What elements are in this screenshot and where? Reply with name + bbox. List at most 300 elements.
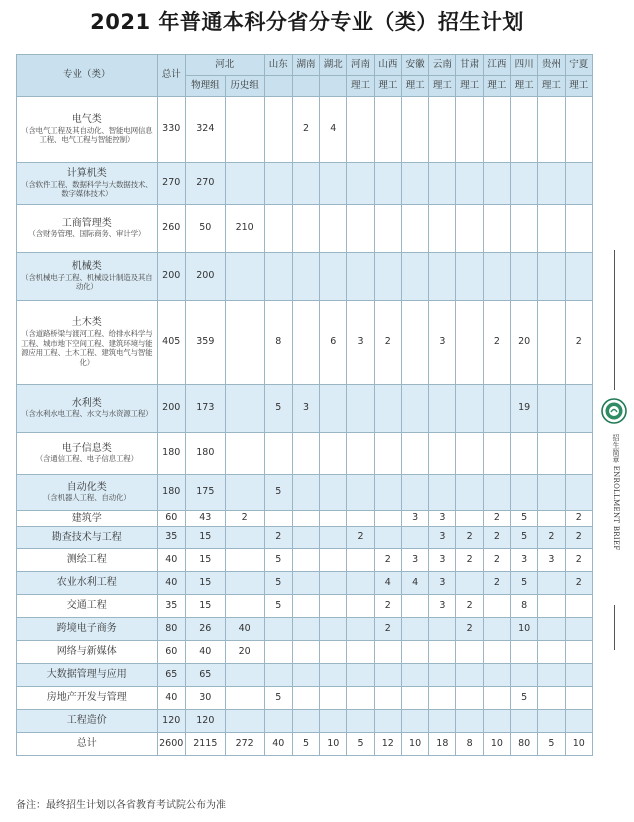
quota-cell	[456, 511, 483, 527]
quota-cell	[538, 511, 565, 527]
quota-cell	[347, 163, 374, 205]
quota-cell	[429, 253, 456, 301]
table-row	[17, 687, 593, 710]
quota-cell	[483, 641, 510, 664]
header-province: 河北	[185, 55, 264, 76]
major-cell	[17, 710, 158, 733]
quota-cell: 8	[511, 595, 538, 618]
quota-cell	[320, 433, 347, 475]
major-cell	[17, 433, 158, 475]
quota-cell	[347, 475, 374, 511]
quota-cell: 4	[374, 572, 401, 595]
quota-cell	[538, 710, 565, 733]
quota-cell	[225, 595, 264, 618]
quota-cell: 175	[185, 475, 225, 511]
quota-cell: 8	[264, 301, 292, 385]
quota-cell: 3	[347, 301, 374, 385]
quota-cell: 5	[538, 733, 565, 756]
quota-cell	[374, 511, 401, 527]
quota-cell	[374, 97, 401, 163]
header-subject: 理工	[565, 76, 592, 97]
quota-cell: 2	[456, 527, 483, 549]
major-name: 房地产开发与管理	[46, 692, 127, 704]
quota-cell: 2	[483, 301, 510, 385]
quota-cell	[225, 664, 264, 687]
quota-cell	[292, 618, 319, 641]
quota-cell: 2	[565, 549, 592, 572]
quota-cell	[401, 301, 428, 385]
major-note: （含电气工程及其自动化、智能电网信息工程、电气工程与智能控制）	[21, 125, 153, 145]
quota-cell	[538, 595, 565, 618]
quota-cell: 15	[185, 595, 225, 618]
quota-cell	[538, 97, 565, 163]
quota-cell	[374, 664, 401, 687]
quota-cell: 5	[292, 733, 319, 756]
quota-cell: 80	[157, 618, 185, 641]
quota-cell	[511, 97, 538, 163]
quota-cell: 2	[483, 511, 510, 527]
quota-cell: 4	[401, 572, 428, 595]
quota-cell	[225, 163, 264, 205]
quota-cell: 405	[157, 301, 185, 385]
quota-cell	[429, 163, 456, 205]
header-subject: 理工	[511, 76, 538, 97]
quota-cell: 2	[374, 549, 401, 572]
quota-cell	[320, 572, 347, 595]
quota-cell: 65	[185, 664, 225, 687]
quota-cell: 40	[225, 618, 264, 641]
header-total: 总计	[157, 55, 185, 97]
header-subject: 理工	[374, 76, 401, 97]
quota-cell: 2	[565, 511, 592, 527]
quota-cell	[511, 710, 538, 733]
quota-cell	[565, 163, 592, 205]
major-cell	[17, 301, 158, 385]
quota-cell	[347, 433, 374, 475]
quota-cell	[320, 641, 347, 664]
table-row	[17, 253, 593, 301]
quota-cell	[374, 385, 401, 433]
enrollment-table	[16, 54, 593, 756]
quota-cell	[483, 433, 510, 475]
quota-cell	[320, 163, 347, 205]
quota-cell	[225, 475, 264, 511]
quota-cell: 40	[185, 641, 225, 664]
quota-cell	[264, 618, 292, 641]
quota-cell	[320, 618, 347, 641]
major-name: 工商管理类	[61, 217, 112, 229]
quota-cell	[483, 664, 510, 687]
quota-cell: 3	[429, 301, 456, 385]
quota-cell: 2	[374, 595, 401, 618]
quota-cell	[456, 385, 483, 433]
quota-cell: 3	[511, 549, 538, 572]
header-subject: 理工	[483, 76, 510, 97]
quota-cell: 2	[565, 572, 592, 595]
major-note: （含软件工程、数据科学与大数据技术、数字媒体技术）	[21, 179, 153, 199]
quota-cell	[456, 475, 483, 511]
quota-cell: 120	[157, 710, 185, 733]
quota-cell: 10	[401, 733, 428, 756]
quota-cell	[320, 205, 347, 253]
major-name: 土木类	[71, 317, 102, 329]
quota-cell: 35	[157, 527, 185, 549]
quota-cell	[292, 710, 319, 733]
major-name: 电子信息类	[61, 442, 112, 454]
quota-cell	[264, 433, 292, 475]
quota-cell	[483, 253, 510, 301]
major-cell	[17, 97, 158, 163]
major-cell	[17, 641, 158, 664]
header-subject	[264, 76, 292, 97]
quota-cell	[292, 511, 319, 527]
header-province: 山东	[264, 55, 292, 76]
quota-cell	[347, 641, 374, 664]
quota-cell	[538, 687, 565, 710]
quota-cell: 4	[320, 97, 347, 163]
quota-cell	[264, 253, 292, 301]
quota-cell: 3	[292, 385, 319, 433]
quota-cell: 260	[157, 205, 185, 253]
header-province: 湖南	[292, 55, 319, 76]
quota-cell	[347, 253, 374, 301]
quota-cell: 30	[185, 687, 225, 710]
major-name: 网络与新媒体	[56, 646, 117, 658]
quota-cell	[347, 687, 374, 710]
quota-cell	[401, 205, 428, 253]
quota-cell: 50	[185, 205, 225, 253]
quota-cell	[292, 205, 319, 253]
quota-cell: 2	[565, 527, 592, 549]
table-row	[17, 385, 593, 433]
quota-cell	[225, 549, 264, 572]
quota-cell	[565, 664, 592, 687]
header-province: 湖北	[320, 55, 347, 76]
major-cell	[17, 618, 158, 641]
quota-cell: 80	[511, 733, 538, 756]
quota-cell: 19	[511, 385, 538, 433]
table-row	[17, 618, 593, 641]
header-province: 山西	[374, 55, 401, 76]
quota-cell	[292, 572, 319, 595]
table-row	[17, 97, 593, 163]
quota-cell: 5	[264, 595, 292, 618]
quota-cell: 6	[320, 301, 347, 385]
quota-cell	[374, 687, 401, 710]
quota-cell: 15	[185, 549, 225, 572]
quota-cell	[320, 511, 347, 527]
table-row	[17, 572, 593, 595]
quota-cell: 8	[456, 733, 483, 756]
major-cell	[17, 572, 158, 595]
major-name: 交通工程	[66, 600, 107, 612]
quota-cell	[538, 433, 565, 475]
header-subgroup: 历史组	[225, 76, 264, 97]
quota-cell: 5	[264, 475, 292, 511]
quota-cell: 10	[320, 733, 347, 756]
quota-cell	[225, 687, 264, 710]
quota-cell	[374, 205, 401, 253]
major-name: 工程造价	[66, 715, 107, 727]
quota-cell: 43	[185, 511, 225, 527]
quota-cell	[292, 595, 319, 618]
quota-cell: 2	[456, 595, 483, 618]
quota-cell	[401, 618, 428, 641]
table-row	[17, 664, 593, 687]
quota-cell	[347, 549, 374, 572]
header-subject: 理工	[347, 76, 374, 97]
quota-cell	[565, 475, 592, 511]
quota-cell: 2	[264, 527, 292, 549]
quota-cell: 5	[264, 687, 292, 710]
quota-cell	[401, 475, 428, 511]
quota-cell: 3	[429, 572, 456, 595]
quota-cell: 10	[483, 733, 510, 756]
quota-cell	[401, 97, 428, 163]
quota-cell	[225, 97, 264, 163]
quota-cell	[429, 433, 456, 475]
table-row	[17, 733, 593, 756]
quota-cell	[320, 664, 347, 687]
sidebar-divider	[614, 250, 615, 390]
quota-cell: 2	[538, 527, 565, 549]
quota-cell	[401, 710, 428, 733]
quota-cell	[565, 595, 592, 618]
quota-cell	[374, 253, 401, 301]
quota-cell	[225, 253, 264, 301]
quota-cell	[429, 475, 456, 511]
quota-cell	[347, 710, 374, 733]
quota-cell: 2	[456, 549, 483, 572]
quota-cell: 5	[264, 549, 292, 572]
quota-cell	[456, 205, 483, 253]
quota-cell	[456, 433, 483, 475]
quota-cell	[565, 710, 592, 733]
major-note: （含道路桥梁与渡河工程、给排水科学与工程、城市地下空间工程、建筑环境与能源应用工程、土木工程、建筑电气与智能化）	[21, 328, 153, 367]
quota-cell: 3	[429, 511, 456, 527]
major-name: 机械类	[71, 261, 102, 272]
table-row	[17, 301, 593, 385]
quota-cell	[538, 385, 565, 433]
header-province: 安徽	[401, 55, 428, 76]
major-cell	[17, 163, 158, 205]
header-subject: 理工	[456, 76, 483, 97]
major-name: 总计	[76, 738, 97, 750]
quota-cell: 15	[185, 572, 225, 595]
header-province: 甘肃	[456, 55, 483, 76]
quota-cell	[264, 511, 292, 527]
quota-cell: 200	[157, 253, 185, 301]
quota-cell: 2	[565, 301, 592, 385]
quota-cell: 5	[511, 511, 538, 527]
quota-cell	[401, 163, 428, 205]
table-row	[17, 511, 593, 527]
major-name: 大数据管理与应用	[46, 669, 127, 681]
table-row	[17, 163, 593, 205]
quota-cell	[565, 433, 592, 475]
header-province: 河南	[347, 55, 374, 76]
quota-cell	[225, 710, 264, 733]
quota-cell	[292, 687, 319, 710]
quota-cell	[483, 618, 510, 641]
table-row	[17, 527, 593, 549]
quota-cell: 200	[185, 253, 225, 301]
quota-cell: 5	[511, 687, 538, 710]
major-note: （含通信工程、电子信息工程）	[35, 454, 138, 464]
quota-cell	[292, 301, 319, 385]
quota-cell	[320, 527, 347, 549]
table-row	[17, 475, 593, 511]
quota-cell: 270	[185, 163, 225, 205]
major-name: 自动化类	[66, 481, 107, 493]
major-name: 勘查技术与工程	[51, 531, 122, 543]
quota-cell: 26	[185, 618, 225, 641]
quota-cell	[320, 253, 347, 301]
quota-cell: 200	[157, 385, 185, 433]
quota-cell	[225, 527, 264, 549]
quota-cell: 5	[511, 572, 538, 595]
major-name: 水利类	[71, 397, 102, 409]
quota-cell	[483, 385, 510, 433]
quota-cell	[456, 301, 483, 385]
quota-cell	[347, 205, 374, 253]
quota-cell: 2600	[157, 733, 185, 756]
quota-cell	[264, 664, 292, 687]
quota-cell	[374, 710, 401, 733]
quota-cell	[292, 664, 319, 687]
quota-cell	[565, 687, 592, 710]
quota-cell	[264, 710, 292, 733]
quota-cell	[538, 572, 565, 595]
quota-cell	[511, 253, 538, 301]
quota-cell: 12	[374, 733, 401, 756]
major-cell	[17, 527, 158, 549]
header-subject	[320, 76, 347, 97]
major-note: （含财务管理、国际商务、审计学）	[28, 229, 146, 239]
quota-cell	[292, 641, 319, 664]
quota-cell	[565, 618, 592, 641]
quota-cell	[456, 710, 483, 733]
header-subject: 理工	[538, 76, 565, 97]
quota-cell	[538, 301, 565, 385]
quota-cell: 2	[456, 618, 483, 641]
page-title: 2021 年普通本科分省分专业（类）招生计划	[90, 10, 524, 34]
quota-cell	[320, 710, 347, 733]
quota-cell	[483, 475, 510, 511]
quota-cell: 60	[157, 511, 185, 527]
quota-cell: 40	[157, 549, 185, 572]
header-province: 四川	[511, 55, 538, 76]
quota-cell: 40	[157, 572, 185, 595]
quota-cell: 10	[511, 618, 538, 641]
quota-cell	[264, 205, 292, 253]
header-subject	[292, 76, 319, 97]
quota-cell: 270	[157, 163, 185, 205]
quota-cell	[401, 385, 428, 433]
table-row	[17, 205, 593, 253]
quota-cell: 2	[483, 527, 510, 549]
quota-cell: 330	[157, 97, 185, 163]
quota-cell	[429, 687, 456, 710]
quota-cell	[401, 527, 428, 549]
quota-cell	[225, 433, 264, 475]
quota-cell: 3	[429, 595, 456, 618]
quota-cell	[511, 433, 538, 475]
major-name: 电气类	[71, 114, 102, 125]
quota-cell	[538, 618, 565, 641]
quota-cell: 2	[374, 301, 401, 385]
table-row	[17, 549, 593, 572]
quota-cell	[429, 641, 456, 664]
quota-cell: 359	[185, 301, 225, 385]
major-cell	[17, 664, 158, 687]
major-cell	[17, 475, 158, 511]
quota-cell: 40	[264, 733, 292, 756]
quota-cell	[292, 527, 319, 549]
quota-cell: 180	[157, 433, 185, 475]
quota-cell	[511, 163, 538, 205]
quota-cell: 2	[483, 549, 510, 572]
header-province: 云南	[429, 55, 456, 76]
quota-cell	[538, 163, 565, 205]
major-note: （含水利水电工程、水文与水资源工程）	[21, 409, 153, 419]
quota-cell: 5	[511, 527, 538, 549]
quota-cell	[292, 253, 319, 301]
quota-cell	[456, 687, 483, 710]
quota-cell: 173	[185, 385, 225, 433]
quota-cell	[225, 572, 264, 595]
table-row	[17, 641, 593, 664]
table-row	[17, 710, 593, 733]
major-name: 跨境电子商务	[56, 623, 117, 635]
quota-cell: 120	[185, 710, 225, 733]
footnote: 备注：最终招生计划以各省教育考试院公布为准	[16, 800, 226, 811]
quota-cell	[374, 527, 401, 549]
quota-cell	[538, 475, 565, 511]
quota-cell	[225, 385, 264, 433]
quota-cell	[511, 641, 538, 664]
major-cell	[17, 511, 158, 527]
quota-cell	[538, 205, 565, 253]
quota-cell	[264, 97, 292, 163]
sidebar-divider	[614, 605, 615, 650]
quota-cell: 5	[264, 572, 292, 595]
quota-cell	[456, 97, 483, 163]
major-name: 农业水利工程	[56, 577, 117, 589]
header-subgroup: 物理组	[185, 76, 225, 97]
table-row	[17, 595, 593, 618]
quota-cell: 35	[157, 595, 185, 618]
quota-cell	[347, 511, 374, 527]
quota-cell: 2	[225, 511, 264, 527]
quota-cell: 15	[185, 527, 225, 549]
quota-cell: 3	[429, 549, 456, 572]
quota-cell	[401, 253, 428, 301]
quota-cell	[429, 710, 456, 733]
quota-cell: 60	[157, 641, 185, 664]
quota-cell: 18	[429, 733, 456, 756]
major-name: 建筑学	[71, 512, 102, 524]
major-cell	[17, 549, 158, 572]
quota-cell	[483, 687, 510, 710]
quota-cell	[374, 475, 401, 511]
quota-cell	[347, 664, 374, 687]
quota-cell: 5	[347, 733, 374, 756]
quota-cell	[320, 549, 347, 572]
quota-cell: 3	[429, 527, 456, 549]
quota-cell: 2	[347, 527, 374, 549]
quota-cell: 40	[157, 687, 185, 710]
